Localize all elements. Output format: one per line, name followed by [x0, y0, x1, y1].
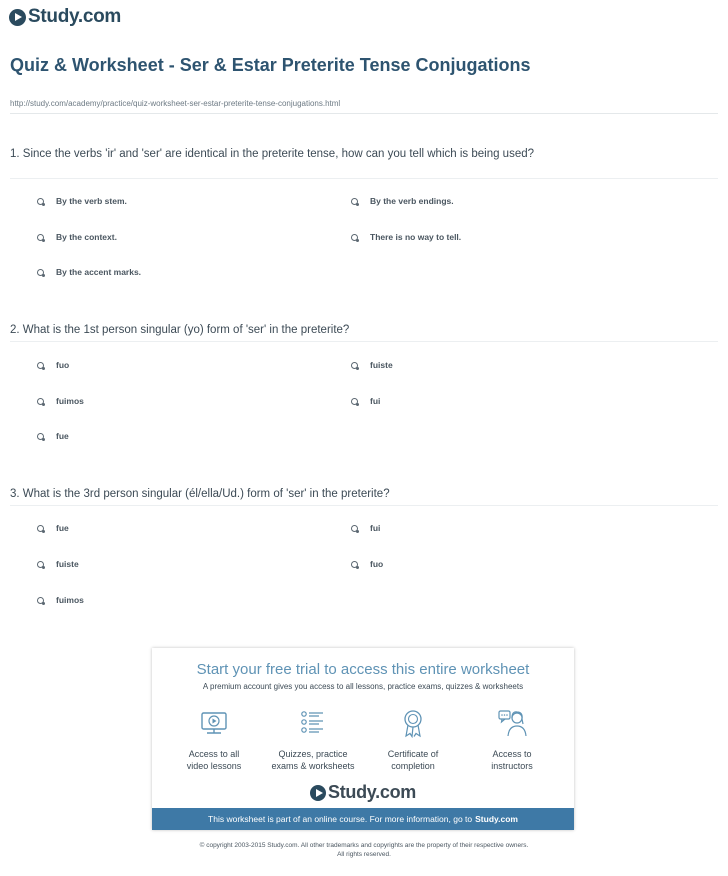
question-3-option-a[interactable]: [37, 523, 69, 533]
header-divider: [10, 113, 718, 114]
radio-icon[interactable]: [37, 198, 44, 205]
logo-text: Study.com: [28, 6, 122, 27]
quiz-list-icon: [298, 708, 328, 738]
page-title: Quiz & Worksheet - Ser & Estar Preterite Tense Conjugations: [10, 55, 531, 75]
radio-icon[interactable]: [351, 398, 358, 405]
question-1-option-b[interactable]: [351, 196, 454, 206]
radio-icon[interactable]: [37, 525, 44, 532]
question-1-option-e[interactable]: [37, 267, 141, 277]
option-label: fui: [370, 523, 381, 533]
option-label: By the verb stem.: [56, 196, 127, 206]
question-1-text: 1. Since the verbs 'ir' and 'ser' are identical in the preterite tense, how can you tell which is being used?: [10, 148, 535, 160]
feature-certificate: [365, 708, 461, 772]
option-label: fue: [56, 523, 69, 533]
radio-icon[interactable]: [37, 269, 44, 276]
study-logo[interactable]: [9, 6, 121, 28]
certificate-icon: [398, 708, 428, 738]
question-1-divider: [10, 178, 718, 179]
radio-icon[interactable]: [37, 597, 44, 604]
question-2-divider: [10, 341, 718, 342]
question-3-text: 3. What is the 3rd person singular (él/ella/Ud.) form of 'ser' in the preterite?: [10, 488, 390, 500]
question-2-option-b[interactable]: [351, 360, 393, 370]
option-label: By the accent marks.: [56, 267, 142, 277]
promo-subtitle: A premium account gives you access to all lessons, practice exams, quizzes & worksheets: [202, 682, 524, 691]
question-2-text: 2. What is the 1st person singular (yo) form of 'ser' in the preterite?: [10, 324, 350, 336]
option-label: fuimos: [56, 595, 84, 605]
option-label: fuo: [370, 559, 384, 569]
question-3-option-d[interactable]: [351, 559, 383, 569]
question-3-option-e[interactable]: [37, 595, 84, 605]
option-label: By the context.: [56, 232, 117, 242]
play-logo-icon: [9, 9, 26, 26]
feature-label: Access to all video lessons: [186, 749, 242, 771]
promo-title: Start your free trial to access this entire worksheet: [196, 661, 530, 678]
feature-label: Access to instructors: [491, 749, 533, 771]
feature-label: Certificate of completion: [387, 749, 439, 771]
radio-icon[interactable]: [351, 198, 358, 205]
video-lesson-icon: [199, 708, 229, 738]
promo-logo-text: Study.com: [328, 782, 416, 802]
radio-icon[interactable]: [351, 234, 358, 241]
question-2-option-a[interactable]: [37, 360, 69, 370]
option-label: There is no way to tell.: [370, 232, 462, 242]
question-3-option-b[interactable]: [351, 523, 380, 533]
copyright-notice: © copyright 2003-2015 Study.com. All other trademarks and copyrights are the property of their respective owners. All rights reserved.: [199, 842, 529, 858]
promo-bar-text: This worksheet is part of an online course. For more information, go to: [208, 814, 473, 824]
feature-quizzes: [265, 708, 361, 772]
instructor-chat-icon: [497, 708, 527, 738]
question-3-option-c[interactable]: [37, 559, 79, 569]
radio-icon[interactable]: [351, 362, 358, 369]
question-3-divider: [10, 505, 718, 506]
option-label: fuiste: [370, 360, 393, 370]
question-2-option-c[interactable]: [37, 396, 84, 406]
free-trial-promo: [152, 648, 574, 830]
promo-info-bar: [152, 808, 574, 830]
option-label: By the verb endings.: [370, 196, 454, 206]
question-1-option-d[interactable]: [351, 232, 461, 242]
radio-icon[interactable]: [37, 362, 44, 369]
question-2-option-e[interactable]: [37, 431, 69, 441]
radio-icon[interactable]: [351, 525, 358, 532]
question-1-option-a[interactable]: [37, 196, 127, 206]
page-url: http://study.com/academy/practice/quiz-worksheet-ser-estar-preterite-tense-conjugations.html: [10, 99, 341, 108]
feature-label: Quizzes, practice exams & worksheets: [271, 749, 355, 771]
question-1-option-c[interactable]: [37, 232, 117, 242]
option-label: fuimos: [56, 396, 84, 406]
feature-instructors: [464, 708, 560, 772]
option-label: fuo: [56, 360, 70, 370]
play-logo-icon: [310, 785, 326, 801]
radio-icon[interactable]: [351, 561, 358, 568]
option-label: fue: [56, 431, 69, 441]
radio-icon[interactable]: [37, 234, 44, 241]
option-label: fuiste: [56, 559, 79, 569]
radio-icon[interactable]: [37, 433, 44, 440]
study-link[interactable]: Study.com: [475, 814, 518, 824]
radio-icon[interactable]: [37, 561, 44, 568]
promo-study-logo[interactable]: [152, 782, 574, 803]
option-label: fui: [370, 396, 381, 406]
radio-icon[interactable]: [37, 398, 44, 405]
question-2-option-d[interactable]: [351, 396, 380, 406]
feature-video-lessons: [166, 708, 262, 772]
